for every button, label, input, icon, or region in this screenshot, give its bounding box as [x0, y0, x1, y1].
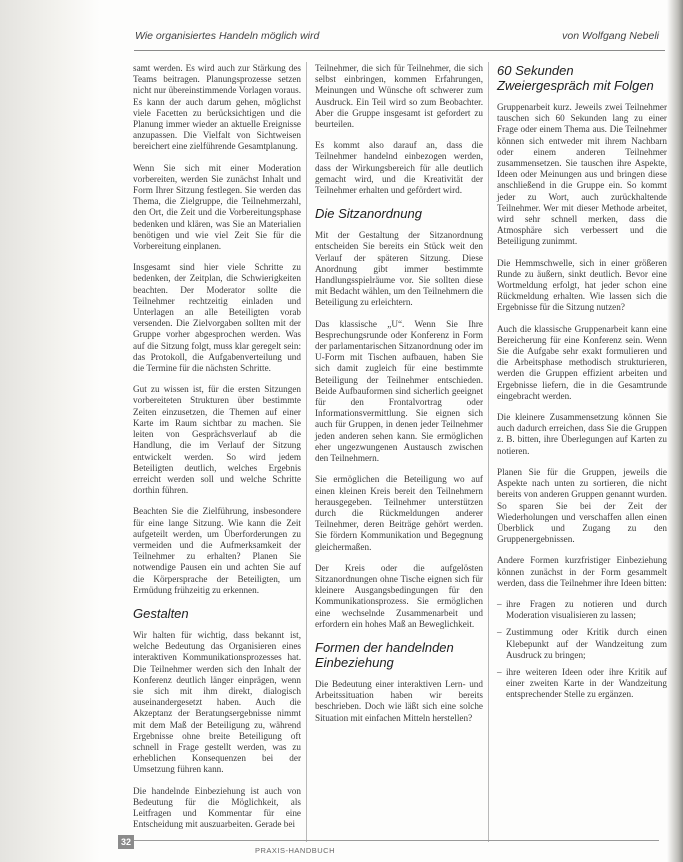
- paragraph: Planen Sie für die Gruppen, jeweils die Aspekte nach unten zu sortieren, die nicht bereits von anderen Gruppen genannt wurden. So sparen Sie bei der Zeit der Wiederholungen und verschaffen allen einen Überblick und Zugang zu den Gruppenergebnissen.: [497, 466, 667, 545]
- section-heading: 60 Sekunden Zweiergespräch mit Folgen: [497, 63, 654, 93]
- text-column-2: [315, 63, 483, 734]
- column-divider: [306, 62, 307, 842]
- footer-rule: [134, 840, 659, 841]
- column-divider: [488, 62, 489, 842]
- paragraph: Gruppenarbeit kurz. Jeweils zwei Teilnehmer tauschen sich 60 Sekunden lang zu einer Frage oder einem Thema aus. Die Teilnehmer können sich entweder mit ihrem Nachbarn oder einem anderen Teilnehmer zusammensetzen. Sie tauschen ihre Aspekte, Ideen oder Meinungen aus und bringen diese anschließend in die Gruppe ein. So kommt jeder zu Wort, auch zurückhaltende Teilnehmer. Wer mit dieser Methode arbeitet, wird sehr schnell merken, dass die Atmosphäre sich verbessert und die Beteiligung zunimmt.: [497, 102, 667, 247]
- text-column-1: [133, 63, 301, 840]
- paragraph: Die Hemmschwelle, sich in einer größeren Runde zu äußern, sinkt deutlich. Bevor eine Wortmeldung erfolgt, hat jeder schon eine Rückmeldung erhalten. Wie lassen sich die Ergebnisse für die Sitzung nutzen?: [497, 257, 667, 313]
- binding-shadow: [0, 0, 100, 862]
- paragraph: Es kommt also darauf an, dass die Teilnehmer handelnd einbezogen werden, dass der Wirkungsbereich für alle deutlich gemacht wird, und die Kreativität der Teilnehmer erhalten und gefördert wird.: [315, 140, 483, 196]
- page-edge-shadow: [667, 0, 683, 862]
- paragraph: Wir halten für wichtig, dass bekannt ist, welche Bedeutung das Organisieren eines interaktiven Kommunikationsprozesses hat. Die Teilnehmer werden sich den Inhalt der Konferenz deutlich länger einprägen, wenn sie sich mit ihm direkt, dialogisch auseinandergesetzt haben. Auch die Akzeptanz der Beratungsergebnisse nimmt mit dem Maß der Beteiligung zu, während Ergebnisse ohne breite Beteiligung oft schnell in Frage gestellt werden, was zu erheblichen Konsequenzen bei der Umsetzung führen kann.: [133, 629, 301, 775]
- paragraph: Beachten Sie die Zielführung, insbesondere für eine lange Sitzung. Wie kann die Zeit aufgeteilt werden, um Überforderungen zu vermeiden und die Aufmerksamkeit der Teilnehmer zu erhalten? Planen Sie notwendige Pausen ein und achten Sie auf die Körpersprache der Beteiligten, um Ermüdung frühzeitig zu erkennen.: [133, 506, 301, 595]
- footer-text: PRAXIS-HANDBUCH: [255, 846, 336, 855]
- section-heading: Gestalten: [133, 605, 189, 621]
- paragraph: Teilnehmer, die sich für Teilnehmer, die sich selbst einbringen, kommen Erfahrungen, Meinungen und Wünsche oft schwerer zum Ausdruck. Ein Teil wird so zum Beobachter. Aber die Gruppe insgesamt ist gefordert zu beurteilen.: [315, 63, 483, 130]
- paragraph: Sie ermöglichen die Beteiligung wo auf einen kleinen Kreis bereit den Teilnehmern herausgegeben. Teilnehmer unterstützen durch die Rückmeldungen anderer Teilnehmer, deren Beiträge gehört werden. Sie fördern Kommunikation und Begegnung gleichermaßen.: [315, 474, 483, 552]
- header-rule: [134, 50, 665, 51]
- bullet-list: [497, 599, 667, 701]
- paragraph: Andere Formen kurzfristiger Einbeziehung können zunächst in der Form gesammelt werden, dass die Teilnehmer ihre Ideen bitten:: [497, 555, 667, 588]
- paragraph: Insgesamt sind hier viele Schritte zu bedenken, der Zeitplan, die Schwierigkeiten beachten. Der Moderator sollte die Teilnehmer rechtzeitig einladen und Unterlagen an alle Beteiligten vorab versenden. Die Zielvorgaben sollten mit der Gruppe vorher abgesprochen werden. Was auf die Sitzung folgt, muss klar geregelt sein: das Protokoll, die Aufgabenverteilung und die Termine für die nächsten Schritte.: [133, 262, 301, 374]
- running-header-left: Wie organisiertes Handeln möglich wird: [135, 30, 320, 42]
- paragraph: Mit der Gestaltung der Sitzanordnung entscheiden Sie bereits ein Stück weit den Verlauf der späteren Sitzung. Diese Anordnung gibt immer bestimmte Handlungsspielräume vor. Sie sollten diese mit Bedacht wählen, um den Teilnehmern die Beteiligung zu erleichtern.: [315, 230, 483, 308]
- paragraph: Die Bedeutung einer interaktiven Lern- und Arbeitssituation haben wir bereits beschrieben. Doch wie läßt sich eine solche Situation mit einfachen Mitteln herstellen?: [315, 678, 483, 723]
- text-column-3: [497, 63, 667, 707]
- list-item: – Zustimmung oder Kritik durch einen Klebepunkt auf der Wandzeitung zum Ausdruck zu bringen;: [497, 627, 667, 661]
- paragraph: Der Kreis oder die aufgelösten Sitzanordnungen ohne Tische eignen sich für kleinere Ausgangsbedingungen für den Kommunikationsprozess. Sie ermöglichen eine wechselnde Zusammenarbeit und erfordern ein hohes Maß an Beweglichkeit.: [315, 562, 483, 629]
- list-item: – ihre Fragen zu notieren und durch Moderation visualisieren zu lassen;: [497, 599, 667, 621]
- paragraph: Die kleinere Zusammensetzung können Sie auch dadurch erreichen, dass Sie die Gruppen z. B. bitten, ihre Überlegungen auf Karten zu notieren.: [497, 412, 667, 456]
- paragraph: samt werden. Es wird auch zur Stärkung des Teams beitragen. Planungsprozesse setzen nicht nur übereinstimmende Vorlagen voraus. Es kann der auch darum gehen, möglichst viele Facetten zu berücksichtigen und die Planung immer wieder an aktuelle Ereignisse anzupassen. Die Vielfalt von Sichtweisen bereichert eine zielführende Gesamtplanung.: [133, 63, 301, 152]
- paragraph: Wenn Sie sich mit einer Moderation vorbereiten, werden Sie zunächst Inhalt und Form Ihrer Sitzung festlegen. Sie werden das Thema, die Zielgruppe, die Teilnehmerzahl, den Ort, die Zeit und die Vorbereitungsphase bedenken und klären, was Sie an Materialien benötigen und wie viel Zeit Sie für die Vorbereitung einplanen.: [133, 162, 301, 252]
- list-item: – ihre weiteren Ideen oder ihre Kritik auf einer zweiten Karte in der Wandzeitung entsprechender Stelle zu ergänzen.: [497, 667, 667, 701]
- paragraph: Auch die klassische Gruppenarbeit kann eine Bereicherung für eine Konferenz sein. Wenn Sie die Aufgabe sehr exakt formulieren und die Arbeitsphase methodisch strukturieren, werden die Gruppen effizient arbeiten und Ergebnisse liefern, die in die Gesamtrunde eingebracht werden.: [497, 323, 667, 401]
- page-number: 32: [118, 835, 134, 849]
- paragraph: Die handelnde Einbeziehung ist auch von Bedeutung für die Möglichkeit, als Leitfragen und Kommentar für eine Entscheidung mit auszuarbeiten. Gerade bei: [133, 785, 301, 830]
- section-heading: Formen der handelnden Einbeziehung: [315, 639, 454, 670]
- paragraph: Das klassische „U“. Wenn Sie Ihre Besprechungsrunde oder Konferenz in Form der parlamentarischen Sitzanordnung oder im U-Form mit Tischen aufbauen, haben Sie sich damit zugleich für eine bestimmte Beteiligung der Teilnehmer entschieden. Beide Aufbauformen sind sicherlich geeignet für den Frontalvortrag oder Informationsvermittlung. Sie eignen sich auch für Gruppen, in denen jeder Teilnehmer jeden anderen sehen kann. Sie ermöglichen eher ungezwungenen Austausch zwischen den Teilnehmern.: [315, 318, 483, 464]
- section-heading: Die Sitzanordnung: [315, 206, 422, 222]
- paragraph: Gut zu wissen ist, für die ersten Sitzungen vorbereiteten Strukturen über bestimmte Zeiten einzusetzen, die Themen auf einer Karte im Raum sichtbar zu machen. Sie leiten von Gesprächsverlauf ab die Handlung, die im Verlauf der Sitzung entwickelt werden. So wird jedem Beteiligten deutlich, welches Ergebnis erreicht werden soll und welche Schritte dorthin führen.: [133, 384, 301, 496]
- running-header-right: von Wolfgang Nebeli: [562, 30, 659, 42]
